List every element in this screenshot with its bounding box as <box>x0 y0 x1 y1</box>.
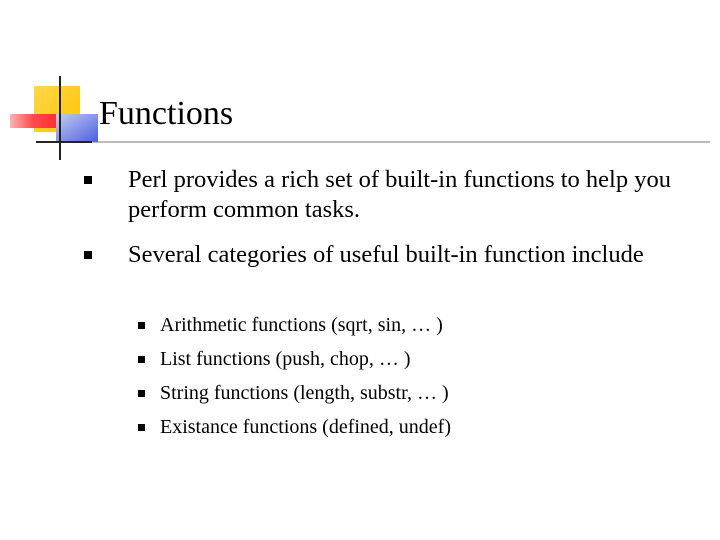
sub-bullet-text: Arithmetic functions (sqrt, sin, … ) <box>160 314 443 336</box>
black-square-bullet-icon <box>138 390 145 397</box>
sub-bullet-text: String functions (length, substr, … ) <box>160 382 449 404</box>
sub-bullet-item <box>160 382 700 405</box>
sub-bullet-item <box>160 416 700 439</box>
yellow-square <box>34 86 80 132</box>
black-square-bullet-icon <box>84 176 92 184</box>
black-square-bullet-icon <box>84 251 92 259</box>
sub-bullet-item <box>160 348 700 371</box>
sub-bullet-text: List functions (push, chop, … ) <box>160 348 411 370</box>
bullet-text: Several categories of useful built-in function include <box>128 241 644 268</box>
sub-bullet-text: Existance functions (defined, undef) <box>160 416 452 438</box>
slide-title: Functions <box>99 95 234 132</box>
sub-bullet-item <box>160 314 700 337</box>
bullet-item <box>128 165 718 225</box>
blue-square <box>56 114 98 142</box>
black-square-bullet-icon <box>138 424 145 431</box>
black-square-bullet-icon <box>138 322 145 329</box>
black-square-bullet-icon <box>138 356 145 363</box>
bullet-item <box>128 240 718 270</box>
bullet-text: Perl provides a rich set of built-in functions to help you perform common tasks. <box>128 166 671 223</box>
red-bar <box>10 114 56 128</box>
